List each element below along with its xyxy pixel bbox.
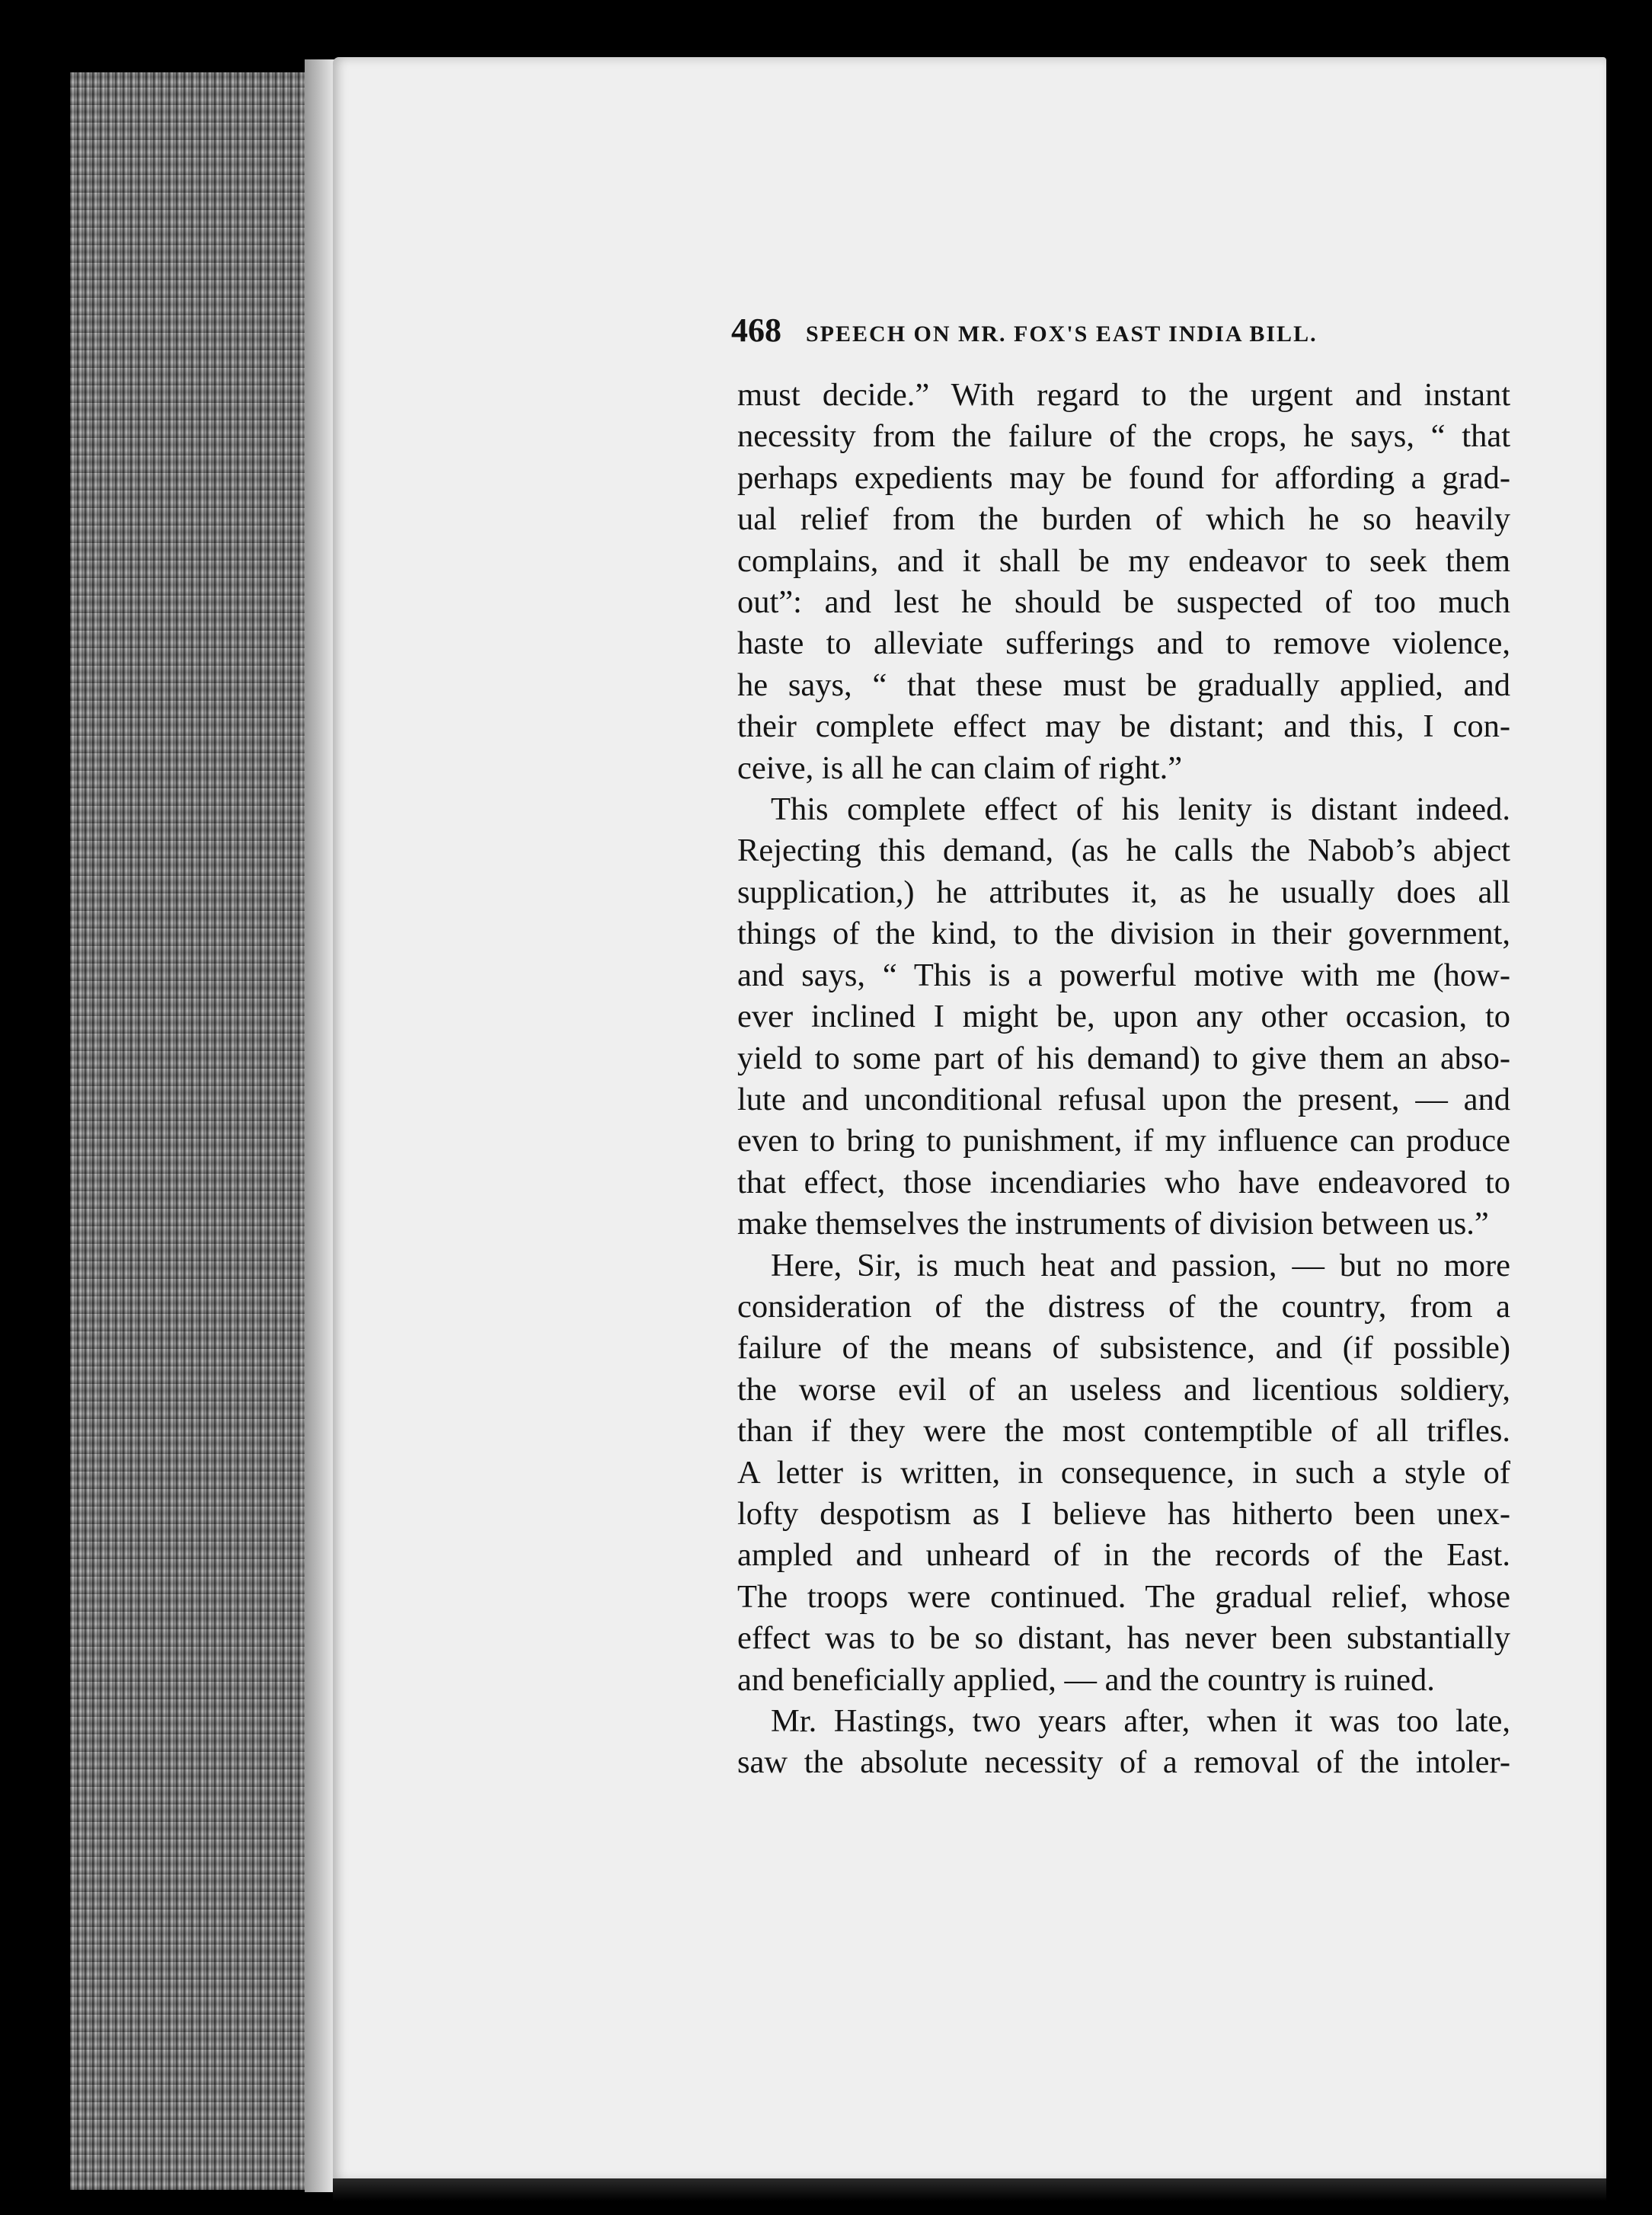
text-line: Rejecting this demand, (as he calls the Nabob’s abject xyxy=(737,833,1510,869)
text-line: haste to alleviate sufferings and to remove violence, xyxy=(737,625,1510,662)
running-head xyxy=(731,311,1417,356)
paragraph-1 xyxy=(737,375,1510,789)
text-line: he says, “ that these must be gradually applied, and xyxy=(737,666,1510,703)
text-line: Here, Sir, is much heat and passion, — but no more xyxy=(771,1247,1510,1283)
text-line: even to bring to punishment, if my influence can produce xyxy=(737,1123,1510,1159)
text-line: effect was to be so distant, has never been substantially xyxy=(737,1620,1510,1657)
text-line: ual relief from the burden of which he so heavily xyxy=(737,501,1510,538)
text-line: consideration of the distress of the country, from a xyxy=(737,1288,1510,1325)
text-line: necessity from the failure of the crops, he says, “ that xyxy=(737,418,1510,455)
text-line: A letter is written, in consequence, in such a style of xyxy=(737,1454,1510,1491)
text-line: their complete effect may be distant; and this, I con- xyxy=(737,708,1510,745)
book-page-edges xyxy=(70,72,333,2190)
text-line: and says, “ This is a powerful motive with me (how- xyxy=(737,957,1510,993)
text-line: ceive, is all he can claim of right.” xyxy=(737,750,1183,786)
text-line: saw the absolute necessity of a removal of the intoler- xyxy=(737,1744,1510,1781)
text-line: Mr. Hastings, two years after, when it was too late, xyxy=(771,1703,1510,1739)
text-line: ever inclined I might be, upon any other occasion, to xyxy=(737,999,1510,1035)
text-line: supplication,) he attributes it, as he usually does all xyxy=(737,874,1510,910)
running-title: SPEECH ON MR. FOX'S EAST INDIA BILL. xyxy=(806,321,1318,347)
text-line: yield to some part of his demand) to give them an abso- xyxy=(737,1040,1510,1076)
text-line: failure of the means of subsistence, and (if possible) xyxy=(737,1330,1510,1366)
text-line: The troops were continued. The gradual relief, whose xyxy=(737,1578,1510,1615)
text-line: that effect, those incendiaries who have endeavored to xyxy=(737,1164,1510,1200)
text-line: This complete effect of his lenity is distant indeed. xyxy=(771,791,1510,828)
text-line: ampled and unheard of in the records of the East. xyxy=(737,1537,1510,1574)
text-line: complains, and it shall be my endeavor to seek them xyxy=(737,542,1510,579)
text-line: lute and unconditional refusal upon the present, — and xyxy=(737,1081,1510,1117)
paragraph-2 xyxy=(737,789,1510,1245)
text-line: and beneficially applied, — and the country is ruined. xyxy=(737,1661,1435,1698)
page-bottom-shadow xyxy=(333,2178,1606,2201)
paragraph-3 xyxy=(737,1245,1510,1701)
text-line: things of the kind, to the division in their government, xyxy=(737,916,1510,952)
text-line: than if they were the most contemptible of all trifles. xyxy=(737,1413,1510,1449)
text-line: make themselves the instruments of division between us.” xyxy=(737,1206,1489,1242)
body-text xyxy=(737,375,1510,1784)
paragraph-4 xyxy=(737,1701,1510,1784)
text-line: lofty despotism as I believe has hitherto been unex- xyxy=(737,1495,1510,1532)
page-edge-highlight xyxy=(305,59,335,2192)
text-line: the worse evil of an useless and licentious soldiery, xyxy=(737,1371,1510,1408)
text-line: out”: and lest he should be suspected of too much xyxy=(737,584,1510,621)
text-line: must decide.” With regard to the urgent and instant xyxy=(737,377,1510,413)
page-number: 468 xyxy=(731,312,781,349)
text-line: perhaps expedients may be found for affording a grad- xyxy=(737,459,1510,496)
